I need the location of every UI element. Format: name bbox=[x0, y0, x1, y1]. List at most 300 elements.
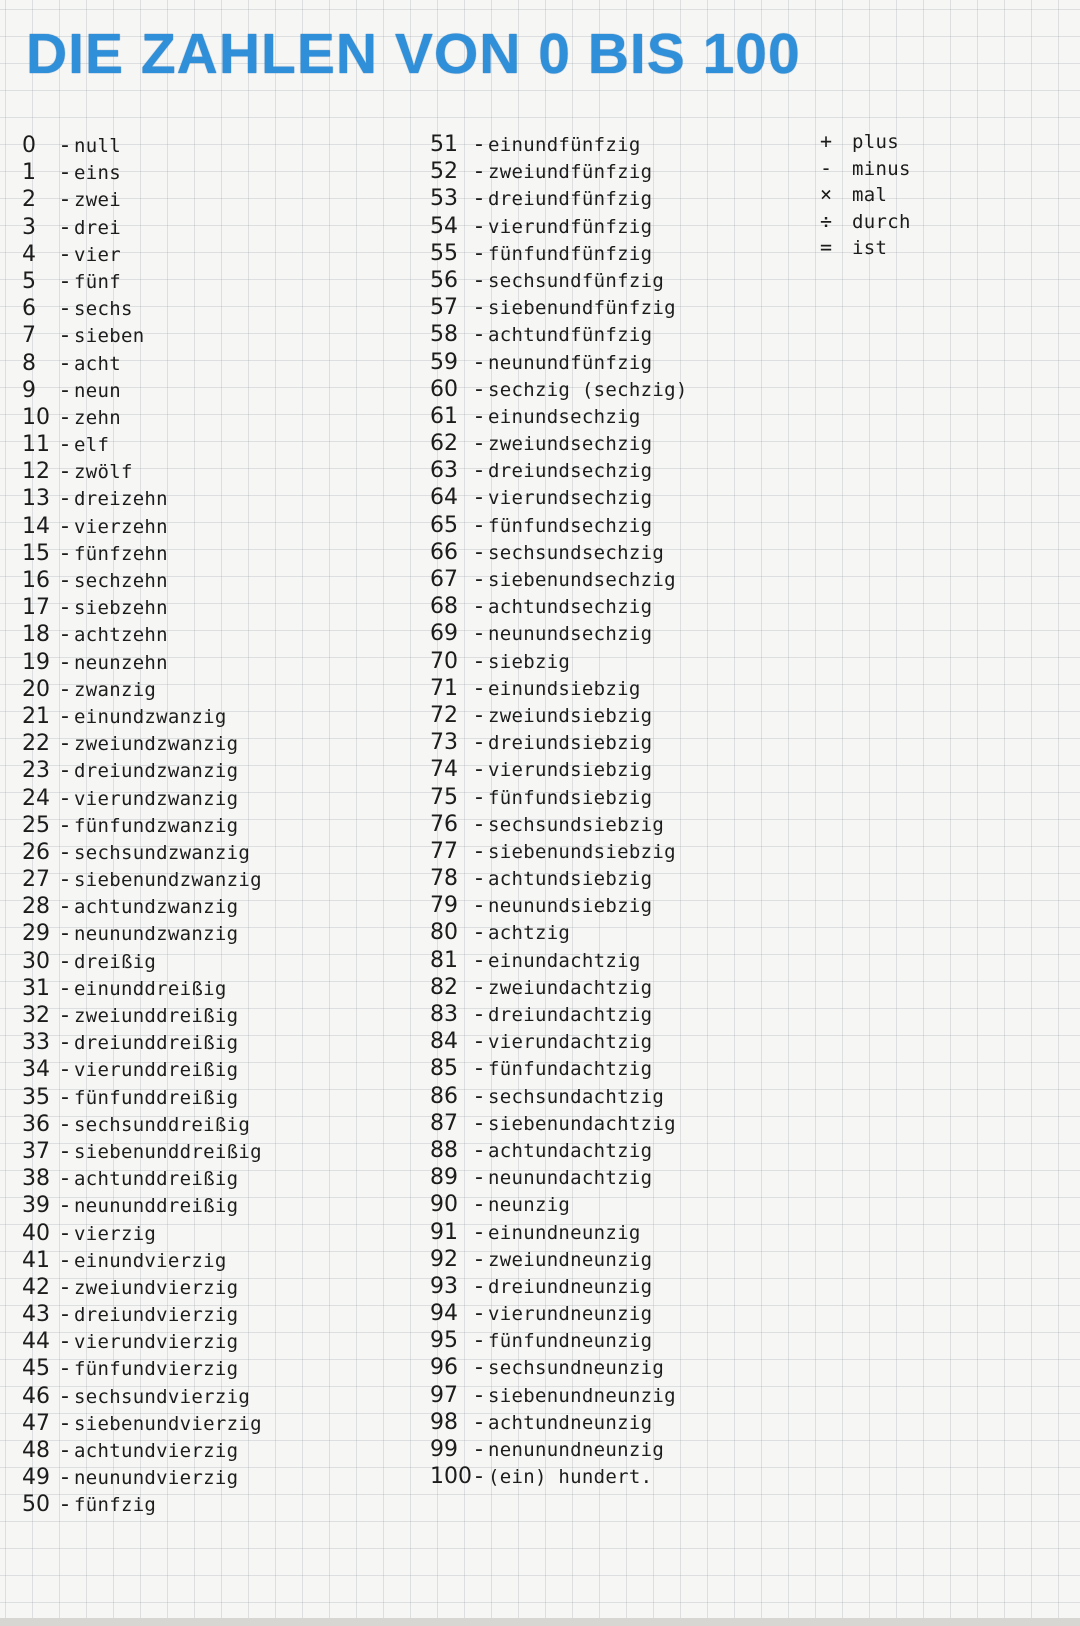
number-entry bbox=[430, 1436, 688, 1463]
number-digit: 65 bbox=[430, 512, 458, 538]
dash-separator: - bbox=[61, 676, 69, 702]
number-entry bbox=[430, 811, 688, 838]
number-entry bbox=[22, 621, 262, 648]
dash-separator: - bbox=[61, 785, 69, 811]
number-digit: 30 bbox=[22, 948, 50, 974]
number-digit: 66 bbox=[430, 539, 458, 565]
number-digit: 62 bbox=[430, 431, 458, 457]
number-entry bbox=[22, 1029, 262, 1056]
number-digit: 68 bbox=[430, 594, 458, 620]
dash-separator: - bbox=[61, 649, 69, 675]
dash-separator: - bbox=[475, 594, 483, 620]
number-word: zweiundachtzig bbox=[488, 976, 653, 999]
number-digit: 13 bbox=[22, 486, 50, 512]
number-entry bbox=[430, 349, 688, 376]
number-digit: 69 bbox=[430, 621, 458, 647]
number-digit: 33 bbox=[22, 1030, 50, 1056]
dash-separator: - bbox=[475, 213, 483, 239]
number-entry bbox=[22, 540, 262, 567]
number-digit: 21 bbox=[22, 703, 50, 729]
number-digit: 19 bbox=[22, 649, 50, 675]
number-word: dreiundsechzig bbox=[488, 460, 653, 483]
number-digit: 88 bbox=[430, 1137, 458, 1163]
number-word: achtundneunzig bbox=[488, 1411, 653, 1434]
dash-separator: - bbox=[61, 1138, 69, 1164]
number-entry bbox=[430, 1164, 688, 1191]
dash-separator: - bbox=[475, 240, 483, 266]
number-digit: 73 bbox=[430, 730, 458, 756]
number-entry bbox=[430, 702, 688, 729]
number-digit: 100 bbox=[430, 1464, 472, 1490]
number-word: dreizehn bbox=[74, 488, 168, 511]
number-digit: 99 bbox=[430, 1437, 458, 1462]
number-word: neunundzwanzig bbox=[74, 923, 239, 946]
dash-separator: - bbox=[475, 1464, 483, 1490]
number-word: vierundneunzig bbox=[488, 1303, 653, 1326]
operator-word: plus bbox=[852, 131, 899, 153]
number-digit: 83 bbox=[430, 1002, 458, 1027]
number-entry bbox=[430, 321, 688, 348]
number-digit: 78 bbox=[430, 866, 458, 892]
number-word: null bbox=[74, 135, 121, 157]
number-entry bbox=[22, 839, 262, 866]
number-word: vierundsechzig bbox=[488, 487, 653, 510]
number-word: vierunddreißig bbox=[74, 1059, 239, 1082]
number-entry bbox=[430, 131, 688, 158]
number-digit: 35 bbox=[22, 1084, 50, 1110]
number-digit: 40 bbox=[22, 1220, 50, 1246]
number-word: achtundachtzig bbox=[488, 1139, 653, 1162]
dash-separator: - bbox=[475, 403, 483, 429]
number-digit: 87 bbox=[430, 1110, 458, 1136]
number-digit: 48 bbox=[22, 1438, 50, 1463]
number-entry bbox=[22, 431, 262, 458]
dash-separator: - bbox=[61, 758, 69, 784]
number-word: siebenundfünfzig bbox=[488, 297, 676, 320]
dash-separator: - bbox=[475, 132, 483, 157]
number-digit: 27 bbox=[22, 867, 50, 893]
number-digit: 37 bbox=[22, 1138, 50, 1164]
number-digit: 16 bbox=[22, 568, 50, 593]
number-entry bbox=[22, 322, 262, 349]
number-entry bbox=[430, 974, 688, 1001]
number-word: siebenundvierzig bbox=[74, 1412, 262, 1435]
dash-separator: - bbox=[61, 1193, 69, 1219]
dash-separator: - bbox=[61, 1084, 69, 1110]
number-entry bbox=[430, 919, 688, 946]
number-word: dreiundvierzig bbox=[74, 1304, 239, 1327]
operator-entry bbox=[820, 128, 911, 155]
number-entry bbox=[22, 1491, 262, 1518]
number-word: achtundzwanzig bbox=[74, 896, 239, 919]
dash-separator: - bbox=[475, 838, 483, 864]
number-word: neunundsechzig bbox=[488, 623, 653, 646]
number-digit: 76 bbox=[430, 811, 458, 837]
number-digit: 9 bbox=[22, 377, 36, 403]
dash-separator: - bbox=[475, 1328, 483, 1354]
dash-separator: - bbox=[475, 1409, 483, 1435]
number-entry bbox=[430, 620, 688, 647]
number-digit: 72 bbox=[430, 702, 458, 728]
number-digit: 70 bbox=[430, 648, 458, 674]
number-entry bbox=[22, 458, 262, 485]
number-entry bbox=[430, 512, 688, 539]
dash-separator: - bbox=[475, 1056, 483, 1082]
dash-separator: - bbox=[61, 160, 69, 186]
dash-separator: - bbox=[475, 920, 483, 946]
number-digit: 53 bbox=[430, 186, 458, 212]
dash-separator: - bbox=[61, 540, 69, 566]
number-digit: 39 bbox=[22, 1193, 50, 1219]
number-entry bbox=[22, 241, 262, 268]
number-word: sieben bbox=[74, 325, 145, 348]
dash-separator: - bbox=[61, 1057, 69, 1083]
dash-separator: - bbox=[475, 485, 483, 511]
operators-legend bbox=[820, 128, 911, 261]
number-entry bbox=[22, 1056, 262, 1083]
number-entry bbox=[22, 975, 262, 1002]
number-entry bbox=[22, 649, 262, 676]
number-entry bbox=[22, 1328, 262, 1355]
number-digit: 92 bbox=[430, 1246, 458, 1272]
number-word: neunundfünfzig bbox=[488, 351, 653, 374]
number-word: zweiundzwanzig bbox=[74, 733, 239, 756]
number-digit: 5 bbox=[22, 268, 36, 294]
number-digit: 49 bbox=[22, 1465, 50, 1491]
number-digit: 74 bbox=[430, 757, 458, 783]
number-digit: 82 bbox=[430, 974, 458, 1000]
number-word: dreißig bbox=[74, 950, 157, 973]
dash-separator: - bbox=[61, 1329, 69, 1355]
dash-separator: - bbox=[475, 376, 483, 402]
number-entry bbox=[430, 1219, 688, 1246]
operator-symbol: - bbox=[820, 155, 833, 180]
number-word: zwölf bbox=[74, 461, 133, 484]
number-entry bbox=[22, 812, 262, 839]
number-word: fünfundzwanzig bbox=[74, 814, 239, 837]
number-entry bbox=[22, 1138, 262, 1165]
number-word: vierundsiebzig bbox=[488, 759, 653, 782]
number-digit: 45 bbox=[22, 1356, 50, 1382]
number-word: siebenundachtzig bbox=[488, 1112, 676, 1135]
number-entry bbox=[430, 457, 688, 484]
number-entry bbox=[22, 1002, 262, 1029]
number-entry bbox=[430, 648, 688, 675]
operator-entry bbox=[820, 155, 911, 182]
number-word: siebenundzwanzig bbox=[74, 869, 262, 892]
dash-separator: - bbox=[61, 133, 69, 158]
number-entry bbox=[22, 1111, 262, 1138]
number-word: neunzig bbox=[488, 1194, 571, 1217]
number-digit: 31 bbox=[22, 975, 50, 1001]
number-word: achtzehn bbox=[74, 624, 168, 647]
number-entry bbox=[22, 159, 262, 186]
number-word: dreiundfünfzig bbox=[488, 188, 653, 211]
dash-separator: - bbox=[475, 1273, 483, 1299]
dash-separator: - bbox=[61, 1492, 69, 1518]
page-title: DIE ZAHLEN VON 0 BIS 100 bbox=[26, 22, 801, 86]
number-word: fünfundfünfzig bbox=[488, 242, 653, 265]
number-digit: 12 bbox=[22, 459, 50, 485]
number-entry bbox=[430, 294, 688, 321]
number-digit: 56 bbox=[430, 267, 458, 293]
dash-separator: - bbox=[61, 812, 69, 838]
dash-separator: - bbox=[475, 1355, 483, 1381]
number-entry bbox=[430, 1083, 688, 1110]
number-digit: 77 bbox=[430, 838, 458, 864]
number-digit: 81 bbox=[430, 947, 458, 973]
number-word: sechsunddreißig bbox=[74, 1113, 251, 1136]
number-word: achtundfünfzig bbox=[488, 324, 653, 347]
number-digit: 20 bbox=[22, 676, 50, 702]
dash-separator: - bbox=[475, 947, 483, 973]
dash-separator: - bbox=[475, 267, 483, 293]
dash-separator: - bbox=[61, 622, 69, 648]
dash-separator: - bbox=[475, 757, 483, 783]
number-word: sechzig (sechzig) bbox=[488, 378, 688, 401]
number-digit: 52 bbox=[430, 159, 458, 185]
number-word: fünfundsechzig bbox=[488, 514, 653, 537]
dash-separator: - bbox=[61, 568, 69, 593]
number-entry bbox=[430, 1001, 688, 1028]
number-entry bbox=[22, 404, 262, 431]
number-entry bbox=[430, 1110, 688, 1137]
number-digit: 79 bbox=[430, 893, 458, 919]
number-digit: 80 bbox=[430, 920, 458, 946]
dash-separator: - bbox=[61, 350, 69, 376]
number-word: zweiunddreißig bbox=[74, 1005, 239, 1027]
number-digit: 75 bbox=[430, 784, 458, 810]
page-edge bbox=[0, 1618, 1080, 1626]
operator-entry bbox=[820, 208, 911, 235]
number-entry bbox=[430, 1055, 688, 1082]
dash-separator: - bbox=[475, 730, 483, 756]
dash-separator: - bbox=[61, 1302, 69, 1328]
number-entry bbox=[22, 594, 262, 621]
number-entry bbox=[22, 485, 262, 512]
number-digit: 50 bbox=[22, 1492, 50, 1518]
number-entry bbox=[22, 1192, 262, 1219]
number-word: vier bbox=[74, 243, 121, 266]
number-entry bbox=[430, 376, 688, 403]
number-entry bbox=[430, 267, 688, 294]
number-word: fünf bbox=[74, 270, 121, 293]
dash-separator: - bbox=[475, 295, 483, 321]
number-word: dreiundzwanzig bbox=[74, 760, 239, 783]
number-entry bbox=[22, 676, 262, 703]
number-digit: 84 bbox=[430, 1029, 458, 1055]
number-word: zweiundsiebzig bbox=[488, 704, 653, 727]
number-entry bbox=[430, 892, 688, 919]
number-entry bbox=[22, 268, 262, 295]
number-entry bbox=[430, 1273, 688, 1300]
dash-separator: - bbox=[475, 1437, 483, 1462]
number-entry bbox=[430, 1409, 688, 1436]
number-word: siebenundsiebzig bbox=[488, 840, 676, 863]
number-entry bbox=[22, 1274, 262, 1301]
number-digit: 41 bbox=[22, 1247, 50, 1273]
number-digit: 22 bbox=[22, 731, 50, 757]
number-word: vierundzwanzig bbox=[74, 787, 239, 810]
dash-separator: - bbox=[475, 1137, 483, 1163]
number-digit: 47 bbox=[22, 1410, 50, 1436]
dash-separator: - bbox=[61, 703, 69, 729]
dash-separator: - bbox=[475, 1192, 483, 1218]
number-word: einunddreißig bbox=[74, 977, 227, 1000]
numbers-column-0-50 bbox=[22, 132, 262, 1519]
number-digit: 85 bbox=[430, 1056, 458, 1082]
number-entry bbox=[430, 1191, 688, 1218]
number-digit: 38 bbox=[22, 1166, 50, 1192]
number-entry bbox=[22, 948, 262, 975]
dash-separator: - bbox=[61, 241, 69, 267]
number-entry bbox=[22, 1220, 262, 1247]
operator-symbol: + bbox=[820, 129, 833, 153]
number-word: neunundsiebzig bbox=[488, 895, 653, 918]
operator-word: durch bbox=[852, 210, 911, 233]
number-word: einundfünfzig bbox=[488, 134, 641, 156]
number-word: dreiundachtzig bbox=[488, 1004, 653, 1026]
number-digit: 96 bbox=[430, 1355, 458, 1381]
dash-separator: - bbox=[61, 1030, 69, 1056]
number-entry bbox=[430, 1463, 688, 1490]
number-word: eins bbox=[74, 162, 121, 185]
number-digit: 4 bbox=[22, 241, 36, 267]
dash-separator: - bbox=[61, 187, 69, 213]
number-digit: 43 bbox=[22, 1302, 50, 1328]
operator-word: ist bbox=[852, 237, 888, 259]
dash-separator: - bbox=[475, 1165, 483, 1191]
number-word: nenunundneunzig bbox=[488, 1439, 665, 1461]
dash-separator: - bbox=[61, 1465, 69, 1491]
dash-separator: - bbox=[475, 675, 483, 701]
dash-separator: - bbox=[61, 975, 69, 1001]
number-entry bbox=[430, 1382, 688, 1409]
number-digit: 89 bbox=[430, 1165, 458, 1191]
dash-separator: - bbox=[475, 186, 483, 212]
number-digit: 44 bbox=[22, 1329, 50, 1355]
number-word: sechsundzwanzig bbox=[74, 841, 251, 864]
number-word: zehn bbox=[74, 406, 121, 429]
number-word: dreiundneunzig bbox=[488, 1275, 653, 1298]
dash-separator: - bbox=[475, 974, 483, 1000]
dash-separator: - bbox=[475, 1301, 483, 1327]
number-word: siebenunddreißig bbox=[74, 1140, 262, 1163]
number-word: dreiunddreißig bbox=[74, 1032, 239, 1055]
number-digit: 67 bbox=[430, 567, 458, 592]
dash-separator: - bbox=[61, 1111, 69, 1137]
number-digit: 93 bbox=[430, 1273, 458, 1299]
number-word: sechsundsechzig bbox=[488, 541, 665, 564]
number-word: achtundsechzig bbox=[488, 596, 653, 619]
number-entry bbox=[22, 866, 262, 893]
number-digit: 23 bbox=[22, 758, 50, 784]
dash-separator: - bbox=[475, 811, 483, 837]
number-digit: 46 bbox=[22, 1383, 50, 1409]
number-digit: 28 bbox=[22, 894, 50, 920]
dash-separator: - bbox=[61, 731, 69, 757]
number-word: siebzig bbox=[488, 650, 571, 673]
number-word: zweiundsechzig bbox=[488, 433, 653, 456]
dash-separator: - bbox=[61, 894, 69, 920]
number-word: neunundvierzig bbox=[74, 1467, 239, 1490]
dash-separator: - bbox=[475, 431, 483, 457]
dash-separator: - bbox=[61, 1003, 69, 1028]
dash-separator: - bbox=[475, 1110, 483, 1136]
number-word: vierundfünfzig bbox=[488, 215, 653, 238]
number-entry bbox=[430, 1327, 688, 1354]
number-entry bbox=[430, 1354, 688, 1381]
number-word: sechsundvierzig bbox=[74, 1385, 251, 1408]
number-entry bbox=[430, 566, 688, 593]
number-word: zwanzig bbox=[74, 678, 157, 701]
number-word: einundneunzig bbox=[488, 1221, 641, 1244]
number-entry bbox=[430, 1028, 688, 1055]
number-digit: 0 bbox=[22, 133, 36, 158]
number-entry bbox=[22, 513, 262, 540]
number-entry bbox=[430, 185, 688, 212]
number-entry bbox=[22, 1084, 262, 1111]
dash-separator: - bbox=[61, 1410, 69, 1436]
dash-separator: - bbox=[475, 784, 483, 810]
dash-separator: - bbox=[61, 1247, 69, 1273]
number-entry bbox=[430, 784, 688, 811]
number-word: neunzehn bbox=[74, 651, 168, 674]
number-word: vierzehn bbox=[74, 515, 168, 538]
number-digit: 42 bbox=[22, 1274, 50, 1300]
number-entry bbox=[430, 756, 688, 783]
number-digit: 1 bbox=[22, 160, 36, 186]
number-entry bbox=[430, 729, 688, 756]
dash-separator: - bbox=[61, 1274, 69, 1300]
number-entry bbox=[430, 484, 688, 511]
number-digit: 29 bbox=[22, 921, 50, 947]
number-word: neun bbox=[74, 379, 121, 402]
number-digit: 54 bbox=[430, 213, 458, 239]
number-digit: 86 bbox=[430, 1083, 458, 1109]
dash-separator: - bbox=[475, 1083, 483, 1109]
dash-separator: - bbox=[475, 1219, 483, 1245]
number-digit: 2 bbox=[22, 187, 36, 213]
dash-separator: - bbox=[475, 349, 483, 375]
number-word: (ein) hundert. bbox=[488, 1466, 653, 1489]
number-entry bbox=[430, 430, 688, 457]
number-entry bbox=[22, 1464, 262, 1491]
number-digit: 25 bbox=[22, 812, 50, 838]
number-word: einundsiebzig bbox=[488, 677, 641, 700]
number-digit: 51 bbox=[430, 132, 458, 157]
dash-separator: - bbox=[61, 214, 69, 240]
number-entry bbox=[22, 1437, 262, 1464]
number-entry bbox=[430, 158, 688, 185]
dash-separator: - bbox=[475, 893, 483, 919]
number-entry bbox=[430, 1300, 688, 1327]
number-digit: 24 bbox=[22, 785, 50, 811]
number-digit: 26 bbox=[22, 839, 50, 865]
dash-separator: - bbox=[61, 1356, 69, 1382]
number-entry bbox=[22, 757, 262, 784]
number-digit: 60 bbox=[430, 376, 458, 402]
number-entry bbox=[22, 1165, 262, 1192]
number-entry bbox=[22, 214, 262, 241]
number-word: sechsundneunzig bbox=[488, 1357, 665, 1380]
dash-separator: - bbox=[475, 322, 483, 348]
number-word: sechs bbox=[74, 298, 133, 321]
number-entry bbox=[22, 730, 262, 757]
number-digit: 32 bbox=[22, 1003, 50, 1028]
number-entry bbox=[22, 893, 262, 920]
number-word: siebzehn bbox=[74, 597, 168, 620]
